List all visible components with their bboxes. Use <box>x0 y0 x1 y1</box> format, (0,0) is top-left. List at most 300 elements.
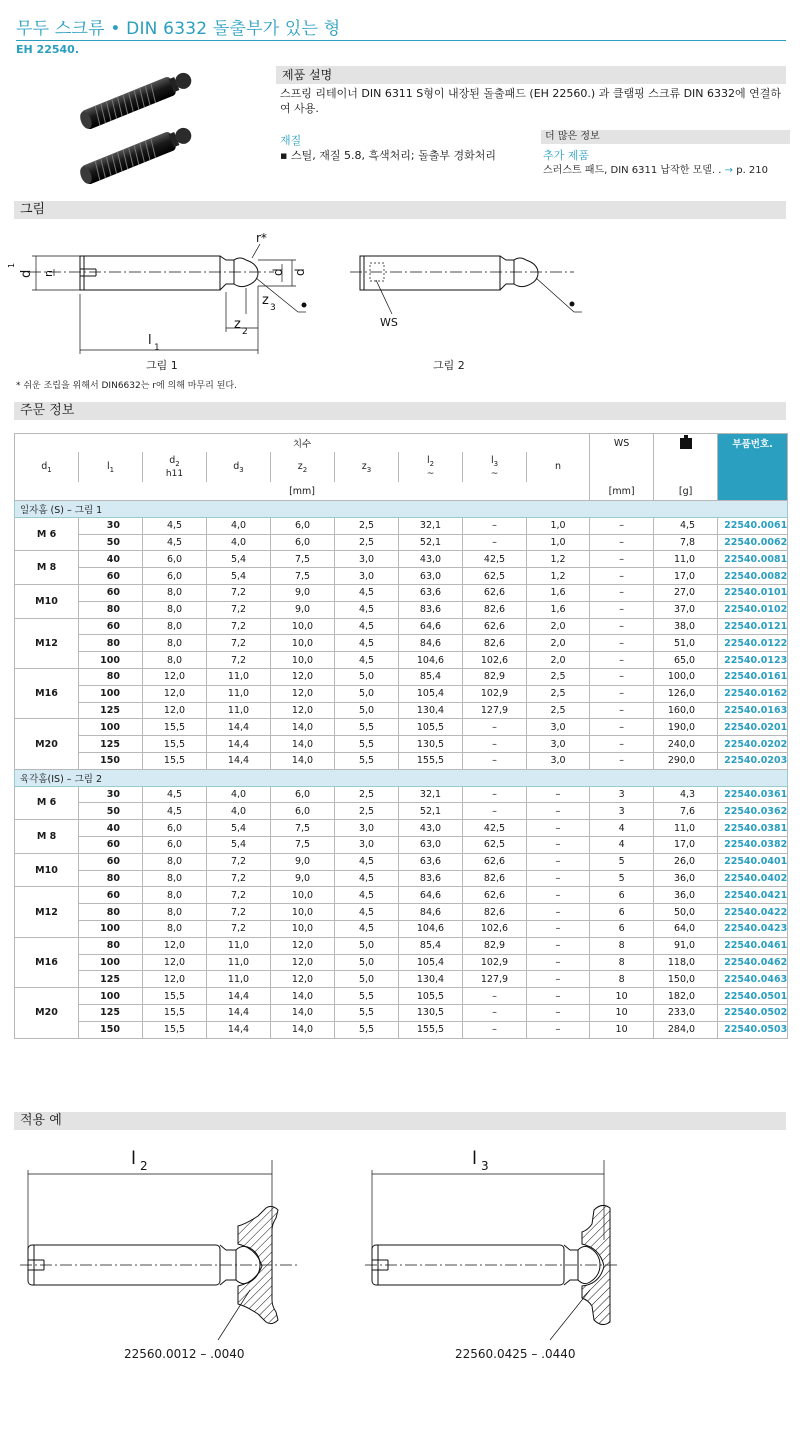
table-cell: 4 <box>590 820 654 837</box>
table-cell: 100 <box>79 920 143 937</box>
table-row <box>15 517 788 534</box>
table-cell: 11,0 <box>207 685 271 702</box>
table-cell: 105,4 <box>399 685 463 702</box>
part-number[interactable]: 22540.0163 <box>718 702 788 719</box>
table-row <box>15 887 788 904</box>
table-row <box>15 920 788 937</box>
table-cell: – <box>590 584 654 601</box>
table-cell: 1,2 <box>527 551 590 568</box>
part-number[interactable]: 22540.0361 <box>718 786 788 803</box>
table-cell: 6,0 <box>143 836 207 853</box>
table-cell: 52,1 <box>399 803 463 820</box>
table-cell: 50,0 <box>654 904 718 921</box>
table-cell: 12,0 <box>271 954 335 971</box>
table-row <box>15 1021 788 1038</box>
application-right <box>365 1160 620 1340</box>
table-cell: 62,6 <box>463 584 527 601</box>
table-cell: 125 <box>79 971 143 988</box>
table-cell: 155,5 <box>399 1021 463 1038</box>
label-d1-sub: 1 <box>7 262 16 268</box>
table-cell: 7,2 <box>207 652 271 669</box>
table-row <box>15 853 788 870</box>
table-cell: 8,0 <box>143 618 207 635</box>
table-cell: 2,0 <box>527 618 590 635</box>
table-cell: 52,1 <box>399 534 463 551</box>
table-cell: 83,6 <box>399 870 463 887</box>
table-cell: 284,0 <box>654 1021 718 1038</box>
table-cell: 80 <box>79 635 143 652</box>
table-cell: – <box>527 820 590 837</box>
material-text: ▪ 스틸, 재질 5.8, 흑색처리; 돌출부 경화처리 <box>280 149 497 162</box>
table-row <box>15 820 788 837</box>
table-cell: 30 <box>79 517 143 534</box>
part-number[interactable]: 22540.0061 <box>718 517 788 534</box>
table-cell: 5,4 <box>207 836 271 853</box>
table-cell: 32,1 <box>399 786 463 803</box>
table-cell: – <box>590 685 654 702</box>
table-cell: 64,6 <box>399 618 463 635</box>
table-cell: 85,4 <box>399 937 463 954</box>
table-cell: 2,5 <box>527 702 590 719</box>
table-cell: 7,2 <box>207 853 271 870</box>
table-cell: – <box>527 920 590 937</box>
table-cell: 104,6 <box>399 920 463 937</box>
table-cell: 7,2 <box>207 618 271 635</box>
part-number[interactable]: 22540.0101 <box>718 584 788 601</box>
column-header: $z_2$ <box>271 452 335 482</box>
table-cell: 4,5 <box>335 652 399 669</box>
table-cell: 4,5 <box>654 517 718 534</box>
application-left-dim-sub: 2 <box>140 1159 148 1173</box>
table-cell: 65,0 <box>654 652 718 669</box>
table-cell: 7,5 <box>271 836 335 853</box>
table-cell: 11,0 <box>207 971 271 988</box>
table-cell: – <box>590 517 654 534</box>
table-cell: – <box>590 551 654 568</box>
table-header-row <box>15 434 788 453</box>
table-cell: 12,0 <box>271 971 335 988</box>
table-cell: 150,0 <box>654 971 718 988</box>
table-cell: 5,5 <box>335 988 399 1005</box>
table-cell: 5 <box>590 853 654 870</box>
drawing-section-heading: 그림 <box>14 201 786 219</box>
table-cell: 127,9 <box>463 971 527 988</box>
table-cell: 8,0 <box>143 887 207 904</box>
part-number[interactable]: 22540.0121 <box>718 618 788 635</box>
table-cell: 40 <box>79 820 143 837</box>
table-cell: 14,0 <box>271 1021 335 1038</box>
table-cell: 9,0 <box>271 853 335 870</box>
table-cell: 8,0 <box>143 853 207 870</box>
table-cell: 3,0 <box>527 736 590 753</box>
table-cell: 60 <box>79 568 143 585</box>
arrow-right-icon: → <box>724 165 734 176</box>
label-z3-sub: 3 <box>270 303 276 313</box>
table-cell: 64,0 <box>654 920 718 937</box>
table-cell: 82,6 <box>463 870 527 887</box>
table-cell: 3,0 <box>335 820 399 837</box>
table-cell: 15,5 <box>143 1004 207 1021</box>
part-number[interactable]: 22540.0381 <box>718 820 788 837</box>
table-cell: 125 <box>79 1004 143 1021</box>
table-cell: 10,0 <box>271 635 335 652</box>
table-row <box>15 937 788 954</box>
table-cell: 9,0 <box>271 870 335 887</box>
table-cell: 12,0 <box>143 668 207 685</box>
table-row <box>15 870 788 887</box>
table-cell: 62,5 <box>463 836 527 853</box>
table-cell: 14,0 <box>271 988 335 1005</box>
part-number[interactable]: 22540.0502 <box>718 1004 788 1021</box>
table-cell: 82,9 <box>463 937 527 954</box>
application-left-ref: 22560.0012 – .0040 <box>124 1347 245 1361</box>
application-right-dim-sub: 3 <box>481 1159 489 1173</box>
table-cell: 10,0 <box>271 652 335 669</box>
table-cell: 160,0 <box>654 702 718 719</box>
column-header: n <box>527 452 590 482</box>
table-row <box>15 568 788 585</box>
technical-drawing <box>7 222 614 362</box>
unit-g: [g] <box>654 482 718 501</box>
table-cell: 5,0 <box>335 702 399 719</box>
table-row <box>15 635 788 652</box>
table-cell: 10 <box>590 1004 654 1021</box>
table-cell: 4,5 <box>335 584 399 601</box>
part-number[interactable]: 22540.0402 <box>718 870 788 887</box>
table-cell: 43,0 <box>399 820 463 837</box>
more-info-heading: 더 많은 정보 <box>541 130 790 144</box>
part-number[interactable]: 22540.0081 <box>718 551 788 568</box>
part-number[interactable]: 22540.0461 <box>718 937 788 954</box>
size-cell: M20 <box>15 988 79 1038</box>
weight-icon <box>680 435 692 449</box>
table-cell: – <box>527 803 590 820</box>
part-number[interactable]: 22540.0102 <box>718 601 788 618</box>
table-row <box>15 534 788 551</box>
table-cell: 1,0 <box>527 517 590 534</box>
table-cell: 11,0 <box>654 551 718 568</box>
table-cell: 4,5 <box>335 904 399 921</box>
table-cell: 50 <box>79 534 143 551</box>
table-cell: 5,4 <box>207 568 271 585</box>
table-cell: 7,5 <box>271 820 335 837</box>
group-row <box>15 769 788 786</box>
application-right-dim: l <box>472 1148 478 1169</box>
table-cell: – <box>527 1021 590 1038</box>
table-cell: 10,0 <box>271 904 335 921</box>
size-cell: M 8 <box>15 551 79 585</box>
unit-mm: [mm] <box>15 482 590 501</box>
label-l1-sub: 1 <box>154 343 160 353</box>
table-cell: 38,0 <box>654 618 718 635</box>
table-cell: 7,2 <box>207 887 271 904</box>
table-cell: – <box>463 534 527 551</box>
part-number[interactable]: 22540.0462 <box>718 954 788 971</box>
table-cell: – <box>527 887 590 904</box>
table-cell: – <box>527 988 590 1005</box>
order-section-heading: 주문 정보 <box>14 402 786 420</box>
table-cell: 12,0 <box>271 685 335 702</box>
table-cell: – <box>527 1004 590 1021</box>
table-cell: 290,0 <box>654 752 718 769</box>
table-cell: 7,2 <box>207 635 271 652</box>
table-cell: 80 <box>79 870 143 887</box>
table-row <box>15 618 788 635</box>
table-cell: 42,5 <box>463 820 527 837</box>
table-cell: 8,0 <box>143 635 207 652</box>
application-right-ref: 22560.0425 – .0440 <box>455 1347 576 1361</box>
table-row <box>15 988 788 1005</box>
table-row <box>15 584 788 601</box>
table-cell: 4,5 <box>143 786 207 803</box>
description-heading: 제품 설명 <box>276 66 786 84</box>
table-cell: 60 <box>79 618 143 635</box>
table-cell: 40 <box>79 551 143 568</box>
table-cell: 6,0 <box>143 568 207 585</box>
table-cell: 82,6 <box>463 635 527 652</box>
table-cell: – <box>590 601 654 618</box>
part-number[interactable]: 22540.0123 <box>718 652 788 669</box>
footnote: * 쉬운 조립을 위해서 DIN6632는 r에 의해 마무리 된다. <box>16 381 237 391</box>
table-cell: – <box>527 937 590 954</box>
table-cell: 130,4 <box>399 702 463 719</box>
table-cell: 10,0 <box>271 920 335 937</box>
table-cell: – <box>527 786 590 803</box>
header-dimensions: 치수 <box>15 434 590 453</box>
table-cell: 4,0 <box>207 534 271 551</box>
column-header: $d_3$ <box>207 452 271 482</box>
part-number[interactable]: 22540.0082 <box>718 568 788 585</box>
table-cell: 11,0 <box>207 668 271 685</box>
table-cell: 190,0 <box>654 719 718 736</box>
table-cell: 8 <box>590 971 654 988</box>
application-section-heading: 적용 예 <box>14 1112 786 1130</box>
header-part-number: 부품번호. <box>718 434 788 501</box>
header-weight <box>654 434 718 453</box>
size-cell: M 6 <box>15 517 79 551</box>
table-cell: 7,8 <box>654 534 718 551</box>
table-cell: 3,0 <box>335 568 399 585</box>
part-number[interactable]: 22540.0122 <box>718 635 788 652</box>
figure-2-drawing <box>350 256 582 314</box>
table-cell: 8 <box>590 954 654 971</box>
table-cell: 80 <box>79 601 143 618</box>
table-cell: 12,0 <box>271 668 335 685</box>
table-cell: 6,0 <box>143 551 207 568</box>
part-number[interactable]: 22540.0202 <box>718 736 788 753</box>
size-cell: M12 <box>15 618 79 668</box>
table-cell: 5,0 <box>335 971 399 988</box>
table-cell: 62,6 <box>463 853 527 870</box>
table-cell: – <box>527 870 590 887</box>
table-cell: 62,6 <box>463 618 527 635</box>
table-cell: 7,2 <box>207 601 271 618</box>
table-cell: – <box>590 652 654 669</box>
table-cell: 6,0 <box>271 786 335 803</box>
table-row <box>15 971 788 988</box>
table-cell: 12,0 <box>143 971 207 988</box>
label-d1: d <box>19 269 34 278</box>
table-cell: 2,5 <box>335 803 399 820</box>
table-cell: – <box>590 534 654 551</box>
part-number[interactable]: 22540.0162 <box>718 685 788 702</box>
table-row <box>15 736 788 753</box>
part-number[interactable]: 22540.0422 <box>718 904 788 921</box>
table-cell: 37,0 <box>654 601 718 618</box>
table-row <box>15 803 788 820</box>
table-cell: 14,4 <box>207 719 271 736</box>
table-cell: 155,5 <box>399 752 463 769</box>
table-cell: 5 <box>590 870 654 887</box>
part-number[interactable]: 22540.0501 <box>718 988 788 1005</box>
label-z2-sub: 2 <box>242 327 248 337</box>
table-cell: 10 <box>590 988 654 1005</box>
label-l1: l <box>148 333 152 348</box>
table-cell: 14,4 <box>207 1004 271 1021</box>
table-cell: 10,0 <box>271 887 335 904</box>
table-cell: 150 <box>79 752 143 769</box>
table-cell: 85,4 <box>399 668 463 685</box>
table-cell: 63,6 <box>399 584 463 601</box>
table-cell: 5,0 <box>335 937 399 954</box>
table-cell: 125 <box>79 736 143 753</box>
table-cell: 8,0 <box>143 904 207 921</box>
table-cell: – <box>463 752 527 769</box>
table-cell: 3 <box>590 803 654 820</box>
part-number[interactable]: 22540.0463 <box>718 971 788 988</box>
table-cell: 4,5 <box>335 887 399 904</box>
table-cell: 80 <box>79 668 143 685</box>
table-cell: 100,0 <box>654 668 718 685</box>
table-cell: 130,5 <box>399 736 463 753</box>
part-number[interactable]: 22540.0161 <box>718 668 788 685</box>
table-cell: 100 <box>79 954 143 971</box>
table-cell: – <box>590 719 654 736</box>
table-cell: 63,0 <box>399 836 463 853</box>
part-number[interactable]: 22540.0203 <box>718 752 788 769</box>
table-cell: 4,3 <box>654 786 718 803</box>
table-cell: – <box>527 954 590 971</box>
table-row <box>15 719 788 736</box>
table-row <box>15 786 788 803</box>
table-cell: 102,6 <box>463 920 527 937</box>
table-cell: 126,0 <box>654 685 718 702</box>
table-row <box>15 904 788 921</box>
table-cell: 91,0 <box>654 937 718 954</box>
table-cell: 14,4 <box>207 736 271 753</box>
table-cell: 12,0 <box>271 702 335 719</box>
column-header: $l_2$ ~ <box>399 452 463 482</box>
table-cell: 1,2 <box>527 568 590 585</box>
table-cell: 12,0 <box>271 937 335 954</box>
table-row <box>15 836 788 853</box>
table-cell: 15,5 <box>143 752 207 769</box>
table-cell: 36,0 <box>654 887 718 904</box>
table-cell: – <box>590 668 654 685</box>
part-number[interactable]: 22540.0362 <box>718 803 788 820</box>
table-cell: 14,0 <box>271 719 335 736</box>
table-cell: 36,0 <box>654 870 718 887</box>
table-cell: – <box>463 1021 527 1038</box>
table-unit-row <box>15 482 788 501</box>
table-cell: 5,4 <box>207 551 271 568</box>
table-cell: 2,0 <box>527 652 590 669</box>
table-cell: 5,0 <box>335 668 399 685</box>
table-cell: 4,5 <box>143 517 207 534</box>
part-number[interactable]: 22540.0401 <box>718 853 788 870</box>
table-cell: 12,0 <box>143 937 207 954</box>
part-number[interactable]: 22540.0503 <box>718 1021 788 1038</box>
table-cell: 60 <box>79 887 143 904</box>
table-cell: 4,0 <box>207 786 271 803</box>
table-cell: 83,6 <box>399 601 463 618</box>
table-cell: 7,2 <box>207 584 271 601</box>
column-header: $l_3$ ~ <box>463 452 527 482</box>
table-cell: 82,9 <box>463 668 527 685</box>
part-number[interactable]: 22540.0201 <box>718 719 788 736</box>
table-cell: 63,6 <box>399 853 463 870</box>
table-cell: 2,5 <box>335 786 399 803</box>
material-heading: 재질 <box>280 134 302 147</box>
application-left <box>20 1160 300 1340</box>
unit-ws: [mm] <box>590 482 654 501</box>
table-cell: 11,0 <box>654 820 718 837</box>
application-left-dim: l <box>131 1148 137 1169</box>
part-number[interactable]: 22540.0423 <box>718 920 788 937</box>
table-cell: 5,0 <box>335 685 399 702</box>
table-cell: 15,5 <box>143 719 207 736</box>
table-cell: – <box>527 971 590 988</box>
table-cell: 182,0 <box>654 988 718 1005</box>
table-cell: 4,5 <box>143 534 207 551</box>
label-z2: z <box>234 317 241 332</box>
product-code: EH 22540. <box>16 43 79 56</box>
table-cell: 105,5 <box>399 719 463 736</box>
table-cell: 104,6 <box>399 652 463 669</box>
table-cell: 4,5 <box>335 853 399 870</box>
part-number[interactable]: 22540.0421 <box>718 887 788 904</box>
size-cell: M16 <box>15 668 79 718</box>
table-cell: 7,2 <box>207 904 271 921</box>
table-cell: – <box>590 635 654 652</box>
part-number[interactable]: 22540.0062 <box>718 534 788 551</box>
related-product-link[interactable] <box>543 161 768 176</box>
label-ws: WS <box>380 316 398 329</box>
table-cell: – <box>590 568 654 585</box>
table-cell: 118,0 <box>654 954 718 971</box>
table-cell: 6,0 <box>271 803 335 820</box>
table-header-row <box>15 452 788 482</box>
table-cell: 6 <box>590 904 654 921</box>
table-cell: 30 <box>79 786 143 803</box>
table-cell: 7,5 <box>271 551 335 568</box>
table-cell: 7,6 <box>654 803 718 820</box>
table-cell: 2,5 <box>527 668 590 685</box>
table-cell: 32,1 <box>399 517 463 534</box>
column-header: $l_1$ <box>79 452 143 482</box>
table-cell: 17,0 <box>654 568 718 585</box>
table-cell: 9,0 <box>271 601 335 618</box>
description-text: 스프링 리테이너 DIN 6311 S형이 내장된 돌출패드 (EH 22560.) 과 클램핑 스크류 DIN 6332에 연결하여 사용. <box>280 87 782 115</box>
table-cell: 8 <box>590 937 654 954</box>
product-photo <box>66 60 206 190</box>
table-cell: 100 <box>79 988 143 1005</box>
part-number[interactable]: 22540.0382 <box>718 836 788 853</box>
table-cell: 3,0 <box>335 836 399 853</box>
table-cell: 8,0 <box>143 652 207 669</box>
table-cell: 3,0 <box>527 752 590 769</box>
table-cell: 60 <box>79 836 143 853</box>
